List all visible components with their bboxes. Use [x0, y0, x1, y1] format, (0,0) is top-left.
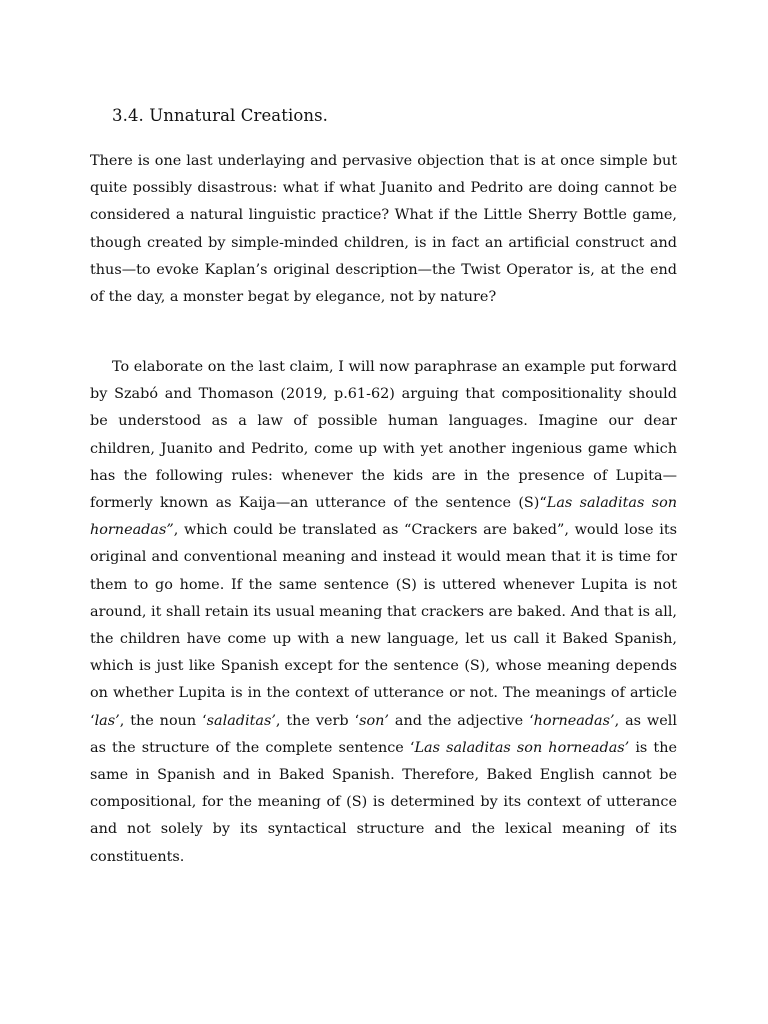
paragraph-2-text-6: , as well as the structure of the complete sentence ‘: [90, 712, 677, 756]
paragraph-2-text-4: , the verb ‘: [275, 712, 360, 729]
paragraph-2-text-5: and the adjective ‘: [388, 712, 534, 729]
paragraph-2-text-2: , which could be translated as “Crackers are baked”, would lose its original and conventional meaning and instead it would mean that it is time for them to go home. If the same sentence (S) is uttered whenever Lupita is not around, it shall retain its usual meaning that crackers are baked. And that is all, the children have come up with a new language, let us call it Baked Spanish, which is just like Spanish except for the sentence (S), whose meaning depends on whether Lupita is in the context of utterance or not. The meanings of article ‘: [90, 522, 677, 729]
paragraph-2-text-1: To elaborate on the last claim, I will now paraphrase an example put forward by Szabó and Thomason (2019, p.61-62) arguing that compositionality should be understood as a law of possible human languages. Imagine our dear children, Juanito and Pedrito, come up with yet another ingenious game which has the following rules: whenever the kids are in the presence of Lupita—formerly known as Kaija—an utterance of the sentence (S)“: [90, 359, 677, 512]
paragraph-2-text-7: is the same in Spanish and in Baked Spanish. Therefore, Baked English cannot be compositional, for the meaning of (S) is determined by its context of utterance and not solely by its syntactical structure and the lexical meaning of its constituents.: [90, 739, 677, 865]
section-heading: 3.4. Unnatural Creations.: [112, 106, 329, 125]
paragraph-2-text-3: , the noun ‘: [119, 712, 207, 729]
paragraph-2-italic-6: Las saladitas son horneadas’: [414, 739, 630, 756]
paragraph-2-italic-4: son’: [359, 712, 389, 729]
paragraph-2-italic-1: Las saladitas son horneadas”: [90, 495, 677, 539]
paragraph-2: [90, 354, 677, 871]
paragraph-1: There is one last underlaying and pervasive objection that is at once simple but quite possibly disastrous: what if what Juanito and Pedrito are doing cannot be considered a natural linguistic practice? What if the Little Sherry Bottle game, though created by simple-minded children, is in fact an artificial construct and thus—to evoke Kaplan’s original description—the Twist Operator is, at the end of the day, a monster begat by elegance, not by nature?: [90, 153, 677, 306]
paragraph-2-italic-3: saladitas’: [206, 712, 276, 729]
paragraph-2-italic-5: horneadas’: [533, 712, 615, 729]
paragraph-2-italic-2: las’: [94, 712, 120, 729]
